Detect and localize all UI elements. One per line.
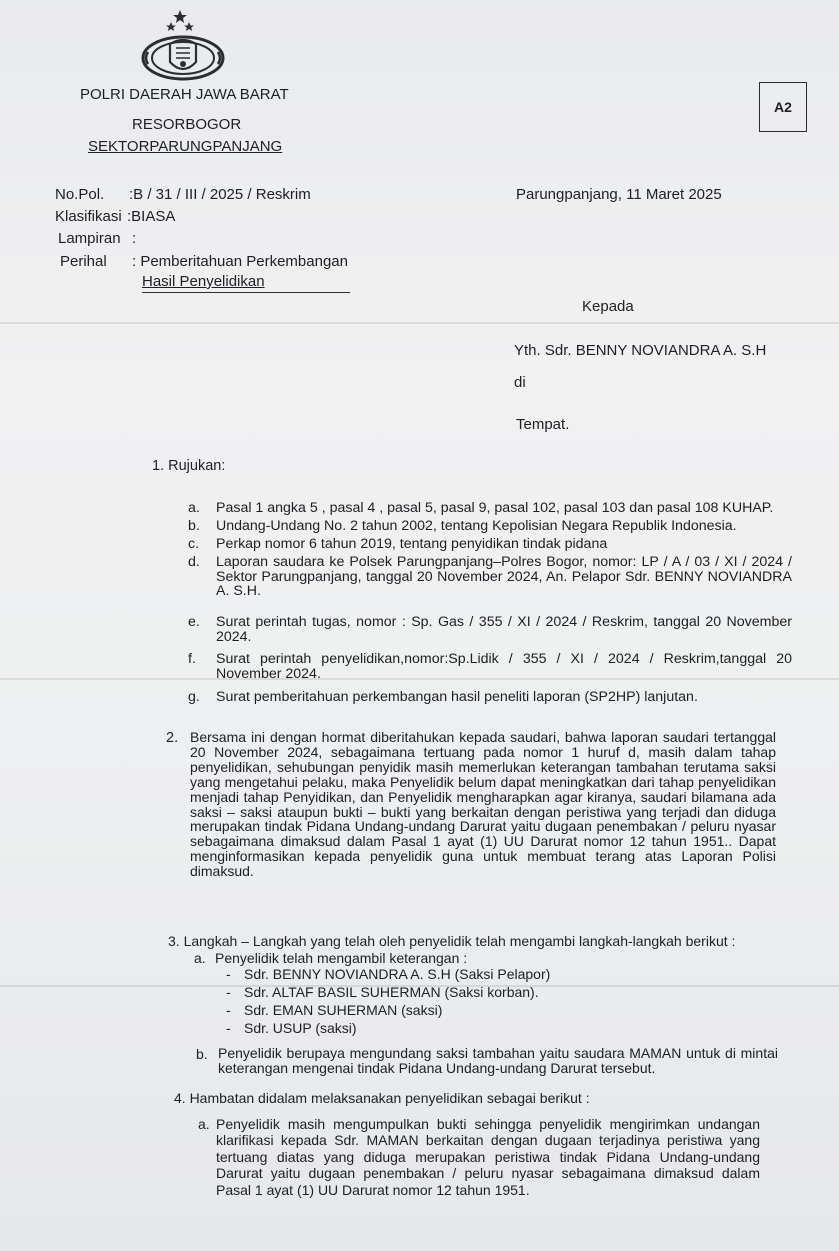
addressee-name: Yth. Sdr. BENNY NOVIANDRA A. S.H [514, 342, 767, 359]
org-line-1: POLRI DAERAH JAWA BARAT [80, 86, 289, 103]
addressee-di: di [514, 374, 526, 391]
no-pol-label: No.Pol. [55, 186, 105, 203]
section-3b-text: Penyelidik berupaya mengundang saksi tambahan yaitu saudara MAMAN untuk di mintai keterangan mengenai tindak Pidana Undang-undang Darurat tersebut. [218, 1045, 778, 1076]
section-3b-label: b. [196, 1046, 208, 1062]
witness-item: Sdr. ALTAF BASIL SUHERMAN (Saksi korban). [244, 984, 539, 1000]
section-4a-text: Penyelidik masih mengumpulkan bukti sehingga penyelidik mengirimkan undangan klarifikasi kepada Sdr. MAMAN berkaitan dengan dugaan terjadinya peristiwa yang tertuang diatas yang diduga merupakan peristiwa tindak Pidana Undang-undang Darurat yaitu dugaan penembakan / peluru nyasar sebagaimana dimaksud dalam Pasal 1 ayat (1) UU Darurat nomor 12 tahun 1951. [216, 1116, 760, 1198]
place-date: Parungpanjang, 11 Maret 2025 [516, 186, 722, 203]
bullet-dash: - [226, 1002, 231, 1018]
section-4a-label: a. [198, 1116, 210, 1132]
lampiran-value: : [132, 230, 137, 247]
witness-item: Sdr. USUP (saksi) [244, 1020, 357, 1036]
section-4-title: 4. Hambatan didalam melaksanakan penyelidikan sebagai berikut : [174, 1090, 590, 1106]
bullet-dash: - [226, 966, 231, 982]
witness-item: Sdr. EMAN SUHERMAN (saksi) [244, 1002, 443, 1018]
lampiran-label: Lampiran [58, 230, 121, 247]
section-3a-text: Penyelidik telah mengambil keterangan : [215, 950, 468, 966]
document-code: A2 [774, 99, 792, 115]
bullet-dash: - [226, 984, 231, 1000]
perihal-underline [142, 292, 350, 293]
section-2-text: Bersama ini dengan hormat diberitahukan kepada saudari, bahwa laporan saudari tertanggal 20 November 2024, sebagaimana tertuang pada nomor 1 huruf d, masih dalam tahap penyelidikan, sehubungan penyidik masih memerlukan keterangan tambahan terutama saksi yang mengetahui pelaku, maka Penyelidik belum dapat meningkatkan dari tahap penyelidikan menjadi tahap Penyidikan, dan Penyelidik mengharapkan agar kiranya, saudari bilamana ada saksi – saksi ataupun bukti – bukti yang berkaitan dengan peristiwa yang terjadi dan diduga merupakan tindak Pidana Undang-undang Darurat yaitu dugaan penembakan / peluru nyasar sebagaimana dimaksud dalam Pasal 1 ayat (1) UU Darurat nomor 12 tahun 1951.. Dapat menginformasikan kepada penyelidik guna untuk membuat terang atas Laporan Polisi dimaksud. [190, 729, 776, 880]
paper-fold-line [0, 322, 839, 324]
document-code-box [759, 82, 807, 132]
perihal-label: Perihal [60, 253, 107, 270]
org-line-2: RESORBOGOR [132, 116, 242, 133]
no-pol-value: :B / 31 / III / 2025 / Reskrim [129, 186, 311, 203]
klasifikasi-label: Klasifikasi [55, 208, 122, 225]
org-line-3: SEKTORPARUNGPANJANG [88, 138, 283, 155]
klasifikasi-value: :BIASA [127, 208, 176, 225]
kepada-label: Kepada [582, 298, 634, 315]
perihal-value-1: : Pemberitahuan Perkembangan [132, 253, 348, 270]
bullet-dash: - [226, 1020, 231, 1036]
witness-item: Sdr. BENNY NOVIANDRA A. S.H (Saksi Pelapor) [244, 966, 551, 982]
addressee-tempat: Tempat. [516, 416, 570, 433]
section-3a-label: a. [194, 950, 206, 966]
perihal-value-2: Hasil Penyelidikan [142, 273, 265, 290]
polri-emblem-icon [138, 6, 228, 82]
section-1-title: 1. Rujukan: [152, 458, 226, 474]
section-3-title: 3. Langkah – Langkah yang telah oleh penyelidik telah mengambi langkah-langkah berikut : [168, 933, 736, 949]
section-2-number: 2. [166, 730, 179, 746]
